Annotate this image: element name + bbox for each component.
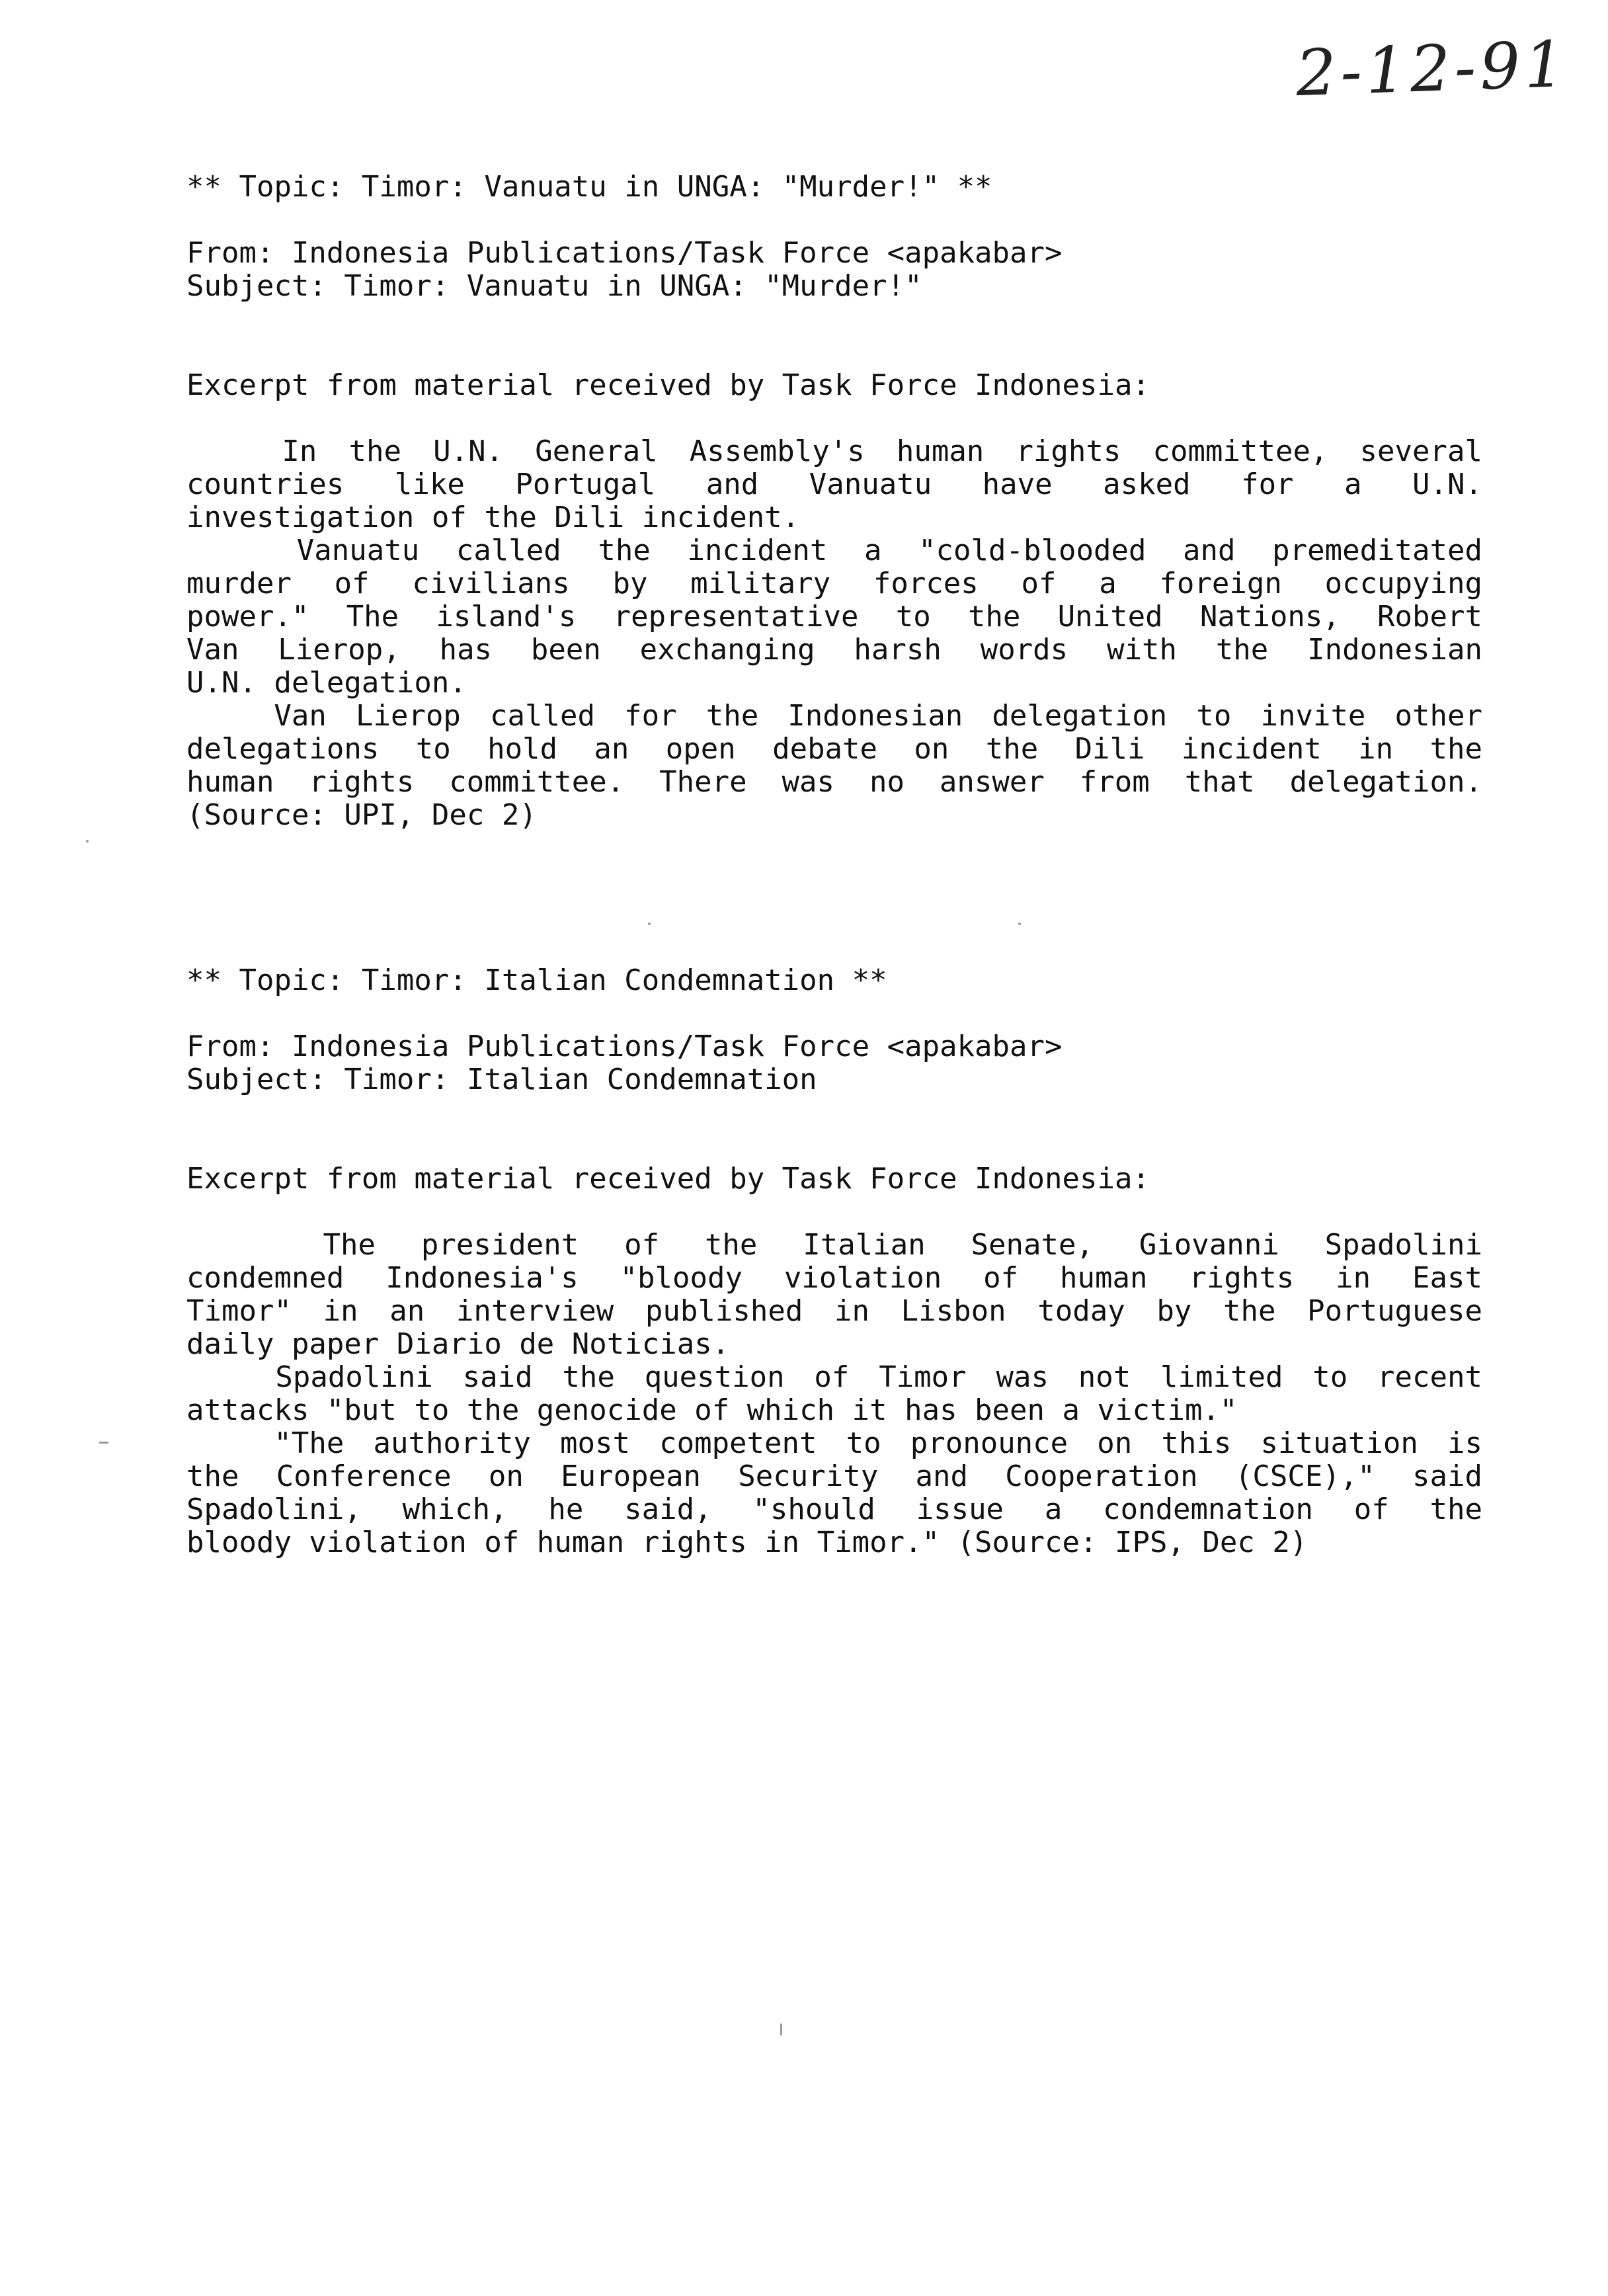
- from-line: From: Indonesia Publications/Task Force <apakabar>: [186, 1030, 1063, 1063]
- text-line: Van Lierop called for the Indonesian delegation to invite other: [186, 699, 1482, 733]
- text-line: The president of the Italian Senate, Giovanni Spadolini: [186, 1228, 1482, 1262]
- subject-line: Subject: Timor: Vanuatu in UNGA: "Murder!": [186, 269, 922, 303]
- text-line: daily paper Diario de Noticias.: [186, 1327, 730, 1361]
- handwritten-date: 2-12-91: [1295, 26, 1570, 111]
- document-body: [186, 171, 1482, 1559]
- excerpt-intro: Excerpt from material received by Task Force Indonesia:: [186, 1162, 1150, 1196]
- text-line: murder of civilians by military forces of a foreign occupying: [186, 567, 1482, 600]
- text-line: Spadolini, which, he said, "should issue a condemnation of the: [186, 1493, 1482, 1526]
- text-line: human rights committee. There was no answer from that delegation.: [186, 765, 1482, 799]
- article: [186, 171, 1482, 832]
- text-line: Vanuatu called the incident a "cold-blooded and premeditated: [186, 534, 1482, 567]
- text-line: attacks "but to the genocide of which it has been a victim.": [186, 1393, 1238, 1427]
- text-line: "The authority most competent to pronounce on this situation is: [186, 1426, 1482, 1460]
- scan-speck: [99, 1442, 108, 1444]
- text-line: delegations to hold an open debate on the Dili incident in the: [186, 732, 1482, 766]
- scan-speck: [86, 840, 89, 842]
- from-line: From: Indonesia Publications/Task Force <apakabar>: [186, 236, 1063, 270]
- text-line: power." The island's representative to the United Nations, Robert: [186, 600, 1482, 634]
- text-line: (Source: UPI, Dec 2): [186, 798, 537, 832]
- paragraph: [186, 700, 1482, 832]
- excerpt-intro: Excerpt from material received by Task Force Indonesia:: [186, 368, 1150, 402]
- text-line: bloody violation of human rights in Timor." (Source: IPS, Dec 2): [186, 1526, 1308, 1559]
- paragraph: [186, 1229, 1482, 1361]
- paragraph: [186, 1361, 1482, 1427]
- scan-speck: [648, 922, 651, 925]
- paragraph: [186, 534, 1482, 700]
- text-line: In the U.N. General Assembly's human rights committee, several: [186, 434, 1482, 468]
- subject-line: Subject: Timor: Italian Condemnation: [186, 1063, 817, 1096]
- text-line: the Conference on European Security and Cooperation (CSCE)," said: [186, 1459, 1482, 1493]
- text-line: Spadolini said the question of Timor was not limited to recent: [186, 1360, 1482, 1394]
- text-line: investigation of the Dili incident.: [186, 501, 800, 534]
- text-line: Van Lierop, has been exchanging harsh words with the Indonesian: [186, 633, 1482, 667]
- article: [186, 964, 1482, 1559]
- text-line: Timor" in an interview published in Lisbon today by the Portuguese: [186, 1294, 1482, 1328]
- paragraph: [186, 435, 1482, 534]
- text-line: condemned Indonesia's "bloody violation of human rights in East: [186, 1261, 1482, 1295]
- text-line: U.N. delegation.: [186, 666, 467, 700]
- scan-speck: [780, 2024, 782, 2035]
- topic-heading: ** Topic: Timor: Vanuatu in UNGA: "Murder!" **: [186, 170, 992, 204]
- paragraph: [186, 1427, 1482, 1559]
- scan-speck: [1018, 922, 1021, 925]
- text-line: countries like Portugal and Vanuatu have asked for a U.N.: [186, 468, 1482, 501]
- topic-heading: ** Topic: Timor: Italian Condemnation **: [186, 964, 887, 997]
